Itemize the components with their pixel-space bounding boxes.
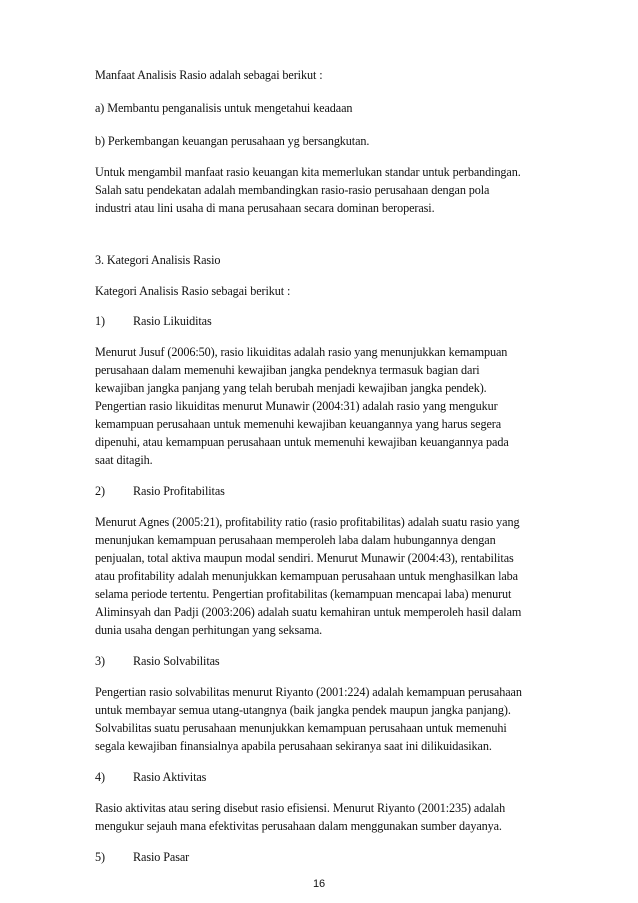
- category-number: 5): [95, 850, 105, 864]
- body-line: mengukur sejauh mana efektivitas perusahaan dalam menggunakan sumber dayanya.: [95, 819, 502, 833]
- body-line: segala kewajiban finansialnya apabila perusahaan sekiranya saat ini dilikuidasikan.: [95, 739, 492, 753]
- category-number: 1): [95, 314, 105, 328]
- manfaat-intro: Manfaat Analisis Rasio adalah sebagai berikut :: [95, 68, 323, 82]
- category-number: 4): [95, 770, 105, 784]
- body-line: kemampuan perusahaan untuk memenuhi kewajiban keuangannya yang harus segera: [95, 417, 502, 431]
- body-line: selama periode tertentu. Pengertian profitabilitas (kemampuan mencapai laba) menurut: [95, 587, 512, 601]
- body-line: menunjukan kemampuan perusahaan memperoleh laba dalam hubungannya dengan: [95, 533, 496, 547]
- body-line: Menurut Jusuf (2006:50), rasio likuiditas adalah rasio yang menunjukkan kemampuan: [95, 345, 508, 359]
- body-line: perusahaan dalam memenuhi kewajiban jangka pendeknya termasuk bagian dari: [95, 363, 480, 377]
- body-line: atau profitability adalah menunjukkan kemampuan perusahaan untuk menghasilkan laba: [95, 569, 518, 583]
- body-line: dipenuhi, atau kemampuan perusahaan untuk memenuhi kewajiban keuangannya pada: [95, 435, 509, 449]
- body-line: Pengertian rasio likuiditas menurut Munawir (2004:31) adalah rasio yang mengukur: [95, 399, 498, 413]
- body-line: Rasio aktivitas atau sering disebut rasio efisiensi. Menurut Riyanto (2001:235) adalah: [95, 801, 506, 815]
- category-number: 3): [95, 654, 105, 668]
- category-title: Rasio Aktivitas: [133, 770, 207, 784]
- manfaat-paragraph-line: Untuk mengambil manfaat rasio keuangan kita memerlukan standar untuk perbandingan.: [95, 165, 521, 179]
- category-title: Rasio Solvabilitas: [133, 654, 220, 668]
- body-line: Menurut Agnes (2005:21), profitability ratio (rasio profitabilitas) adalah suatu rasio yang: [95, 515, 520, 529]
- body-line: Aliminsyah dan Padji (2003:206) adalah suatu kemahiran untuk memperoleh hasil dalam: [95, 605, 522, 619]
- manfaat-item-b: b) Perkembangan keuangan perusahaan yg bersangkutan.: [95, 134, 370, 148]
- category-title: Rasio Profitabilitas: [133, 484, 225, 498]
- body-line: untuk membayar semua utang-utangnya (baik jangka pendek maupun jangka panjang).: [95, 703, 511, 717]
- body-line: kewajiban jangka panjang yang telah berubah menjadi kewajiban jangka pendek).: [95, 381, 487, 395]
- category-title: Rasio Likuiditas: [133, 314, 212, 328]
- category-number: 2): [95, 484, 105, 498]
- body-line: Solvabilitas suatu perusahaan menunjukkan kemampuan perusahaan untuk memenuhi: [95, 721, 507, 735]
- body-line: Pengertian rasio solvabilitas menurut Riyanto (2001:224) adalah kemampuan perusahaan: [95, 685, 522, 699]
- manfaat-paragraph-line: industri atau lini usaha di mana perusahaan secara dominan beroperasi.: [95, 201, 435, 215]
- section-intro: Kategori Analisis Rasio sebagai berikut :: [95, 284, 291, 298]
- section-heading: 3. Kategori Analisis Rasio: [95, 253, 221, 267]
- category-title: Rasio Pasar: [133, 850, 190, 864]
- body-line: saat ditagih.: [95, 453, 153, 467]
- page-number: 16: [312, 878, 326, 890]
- manfaat-item-a: a) Membantu penganalisis untuk mengetahui keadaan: [95, 101, 353, 115]
- manfaat-paragraph-line: Salah satu pendekatan adalah membandingkan rasio-rasio perusahaan dengan pola: [95, 183, 490, 197]
- body-line: dunia usaha dengan perhitungan yang seksama.: [95, 623, 323, 637]
- body-line: penjualan, total aktiva maupun modal sendiri. Menurut Munawir (2004:43), rentabilitas: [95, 551, 514, 565]
